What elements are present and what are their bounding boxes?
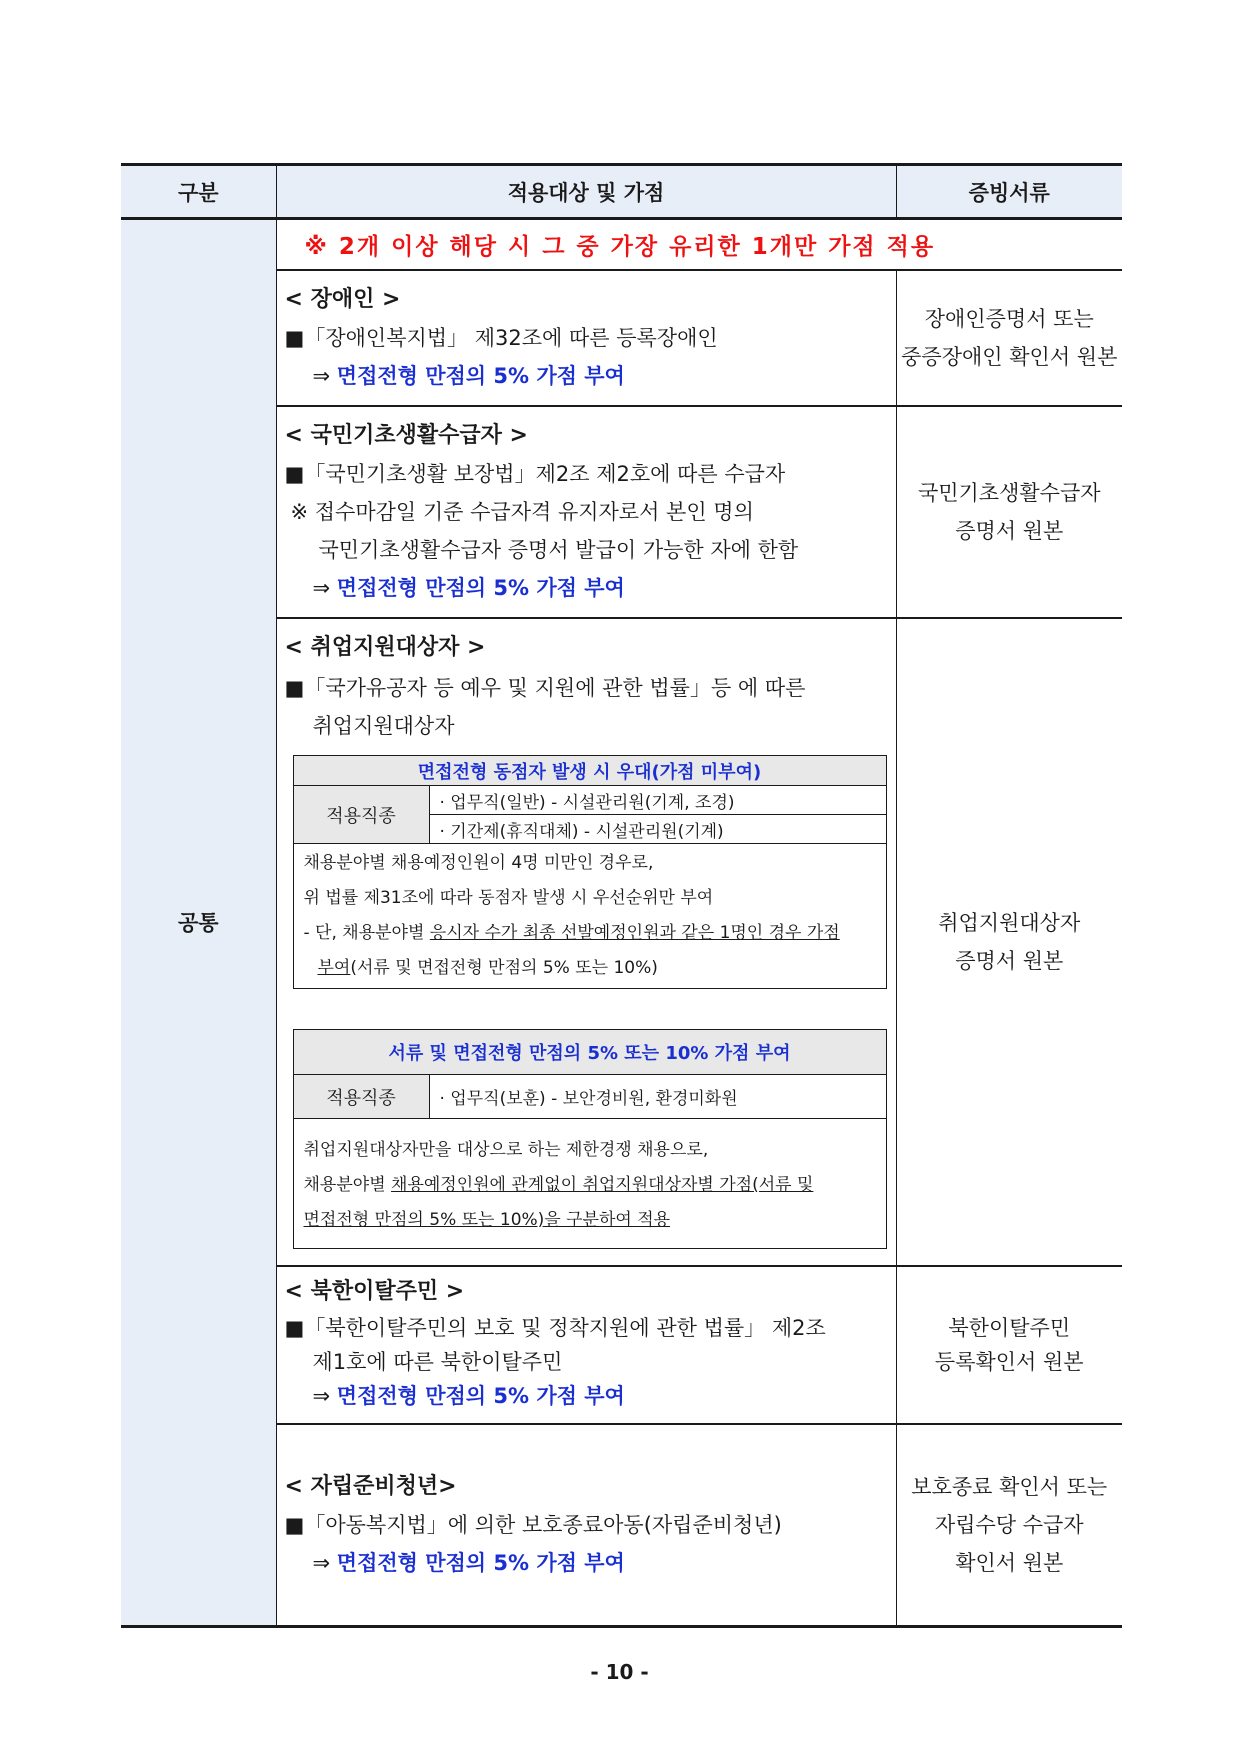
section-title: < 국민기초생활수급자 > [284,423,528,448]
section-item: ■「국가유공자 등 예우 및 지원에 관한 법률」등 에 따른 [284,676,806,700]
section-note: 국민기초생활수급자 증명서 발급이 가능한 자에 한함 [318,538,799,562]
page-number: - 10 - [590,1660,649,1684]
section-item: 취업지원대상자 [312,714,455,738]
section-item: 제1호에 따른 북한이탈주민 [312,1350,563,1374]
bonus-text: 면접전형 만점의 5% 가점 부여 [336,364,625,388]
bonus-text: 면접전형 만점의 5% 가점 부여 [336,1550,625,1575]
bonus-text: 면접전형 만점의 5% 가점 부여 [336,576,625,600]
box-heading: 서류 및 면접전형 만점의 5% 또는 10% 가점 부여 [293,1030,886,1075]
doc-cell: 북한이탈주민 등록확인서 원본 [896,1266,1122,1424]
job-item: · 업무직(보훈) - 보안경비원, 환경미화원 [429,1075,886,1119]
header-category: 구분 [121,165,276,219]
notice-text: ※ 2개 이상 해당 시 그 중 가장 유리한 1개만 가점 적용 [276,219,1122,271]
box-label: 적용직종 [293,1075,429,1119]
section-title: < 자립준비청년> [284,1473,457,1499]
bonus-line: ⇒ 면접전형 만점의 5% 가점 부여 [312,1384,625,1408]
bonus-line: ⇒ 면접전형 만점의 5% 가점 부여 [312,576,625,600]
section-note: ※ 접수마감일 기준 수급자격 유지자로서 본인 명의 [290,500,754,524]
bonus-line: ⇒ 면접전형 만점의 5% 가점 부여 [312,364,625,388]
bonus-line: ⇒ 면접전형 만점의 5% 가점 부여 [312,1550,625,1575]
bonus-points-box [293,1029,887,1249]
section-item: ■「장애인복지법」 제32조에 따른 등록장애인 [284,326,718,350]
job-item: · 기간제(휴직대체) - 시설관리원(기계) [429,815,886,844]
bonus-points-table [121,163,1122,1628]
table-header-row [121,165,1122,219]
section-item: ■「북한이탈주민의 보호 및 정착지원에 관한 법률」 제2조 [284,1316,826,1340]
box-note: 채용분야별 채용예정인원이 4명 미만인 경우로, 위 법률 제31조에 따라 동점자 발생 시 우선순위만 부여 - 단, 채용분야별 응시자 수가 최종 선발예정인원과 같은 1명인 경우 가점 부여(서류 및 면접전형 만점의 5% 또는 10%) [293,844,886,989]
section-item: ■「국민기초생활 보장법」제2조 제2호에 따른 수급자 [284,462,786,486]
bonus-text: 면접전형 만점의 5% 가점 부여 [336,1384,625,1408]
header-target: 적용대상 및 가점 [276,165,896,219]
box-heading: 면접전형 동점자 발생 시 우대(가점 미부여) [293,756,886,786]
job-item: · 업무직(일반) - 시설관리원(기계, 조경) [429,786,886,815]
box-label: 적용직종 [293,786,429,844]
category-cell: 공통 [121,219,276,1627]
notice-row [121,219,1122,271]
section-title: < 취업지원대상자 > [284,635,486,660]
section-title: < 장애인 > [284,287,401,312]
doc-cell: 장애인증명서 또는 중증장애인 확인서 원본 [896,270,1122,406]
section-item: ■「아동복지법」에 의한 보호종료아동(자립준비청년) [284,1512,782,1537]
doc-cell: 취업지원대상자 증명서 원본 [896,618,1122,1266]
section-title: < 북한이탈주민 > [284,1279,465,1304]
doc-cell: 국민기초생활수급자 증명서 원본 [896,406,1122,618]
tie-preference-box [293,755,887,989]
box-note: 취업지원대상자만을 대상으로 하는 제한경쟁 채용으로, 채용분야별 채용예정인원에 관계없이 취업지원대상자별 가점(서류 및 면접전형 만점의 5% 또는 10%)을 구분하여 적용 [293,1119,886,1249]
doc-cell: 보호종료 확인서 또는 자립수당 수급자 확인서 원본 [896,1424,1122,1626]
header-documents: 증빙서류 [896,165,1122,219]
